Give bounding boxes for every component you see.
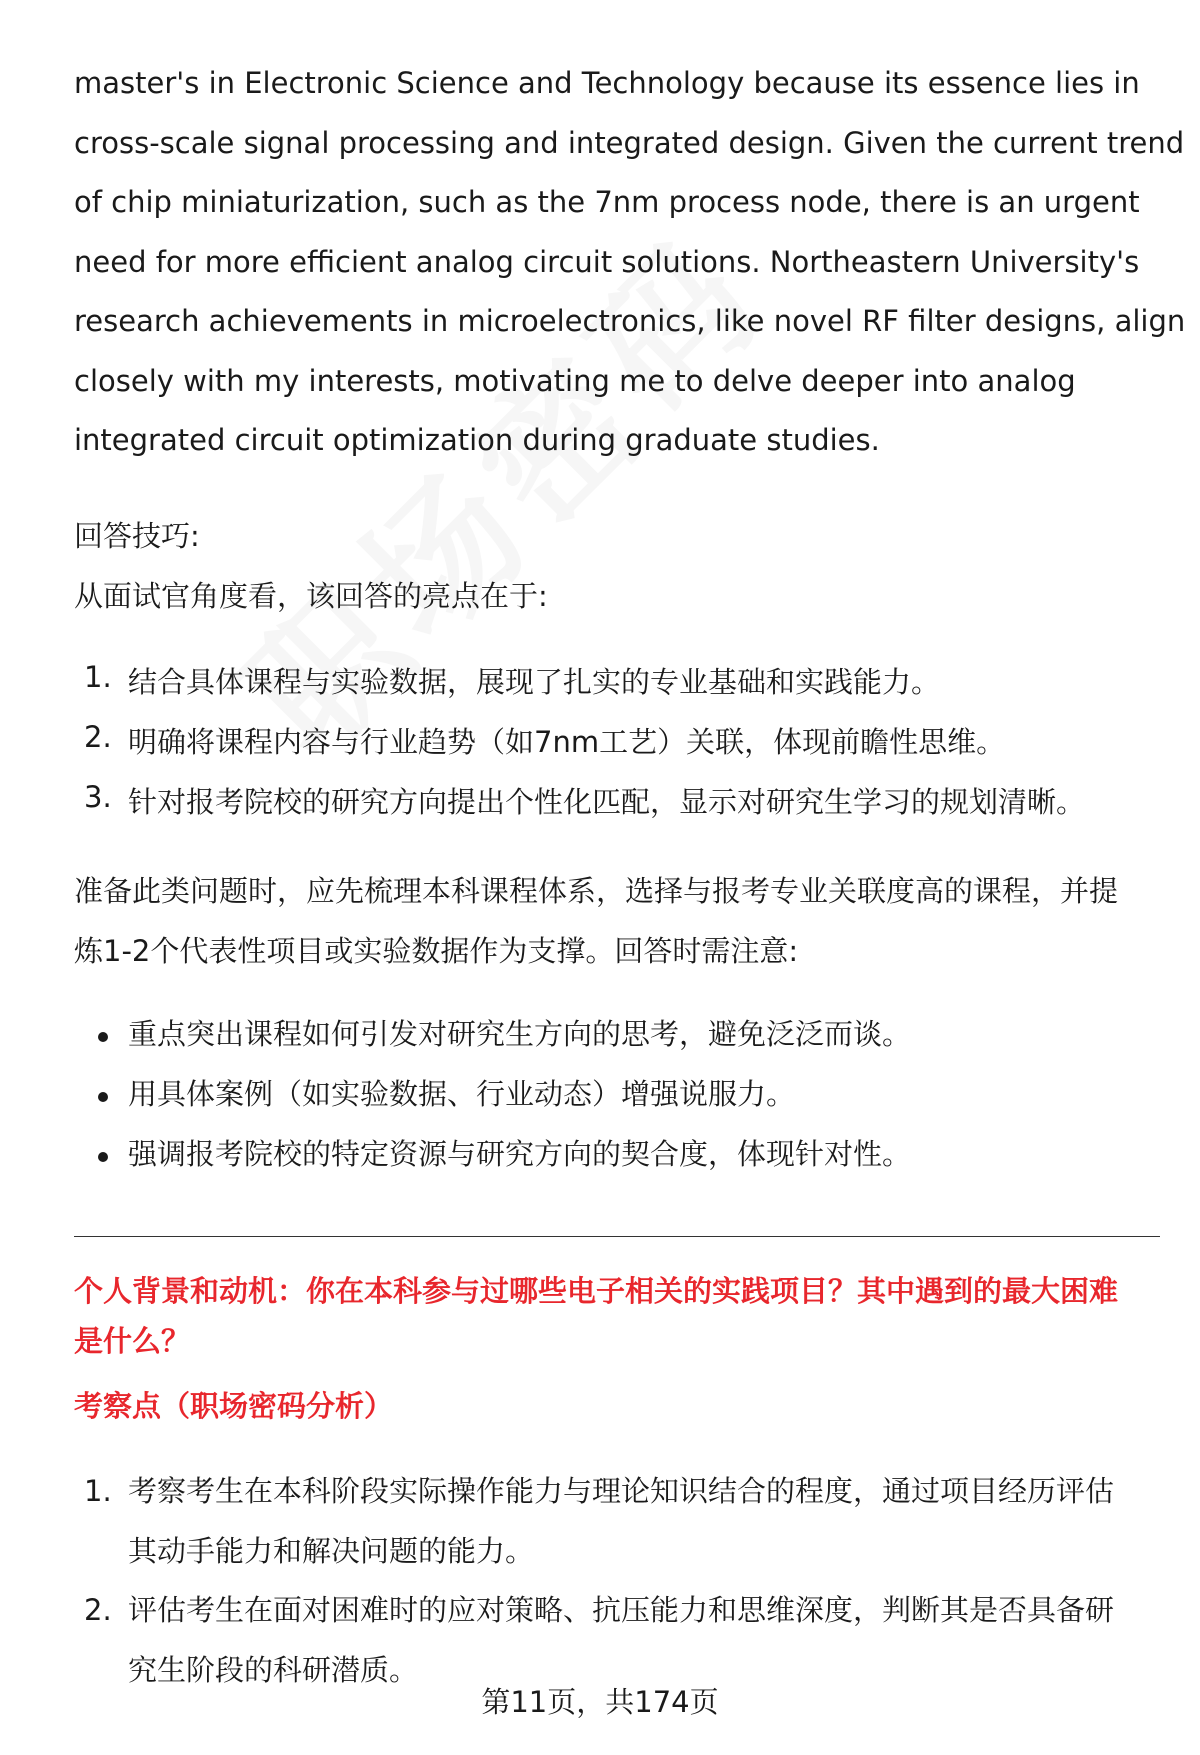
- page-footer: 第11页，共174页: [481, 1685, 719, 1719]
- text-line: 究生阶段的科研潜质。: [128, 1652, 419, 1687]
- text-line: of chip miniaturization, such as the 7nm process node, there is an urgent: [74, 185, 1140, 219]
- text-line: 是什么？: [74, 1324, 191, 1358]
- intro-paragraph: [74, 54, 1186, 471]
- list-number: 2.: [84, 720, 112, 754]
- question-heading: [74, 1266, 1160, 1366]
- list-item-text: 针对报考院校的研究方向提出个性化匹配，显示对研究生学习的规划清晰。: [128, 785, 1086, 819]
- text-line: 个人背景和动机：你在本科参与过哪些电子相关的实践项目？其中遇到的最大困难: [74, 1274, 1119, 1308]
- list-item: [74, 1012, 1160, 1072]
- text-line: research achievements in microelectronics, like novel RF filter designs, align: [74, 304, 1186, 338]
- text-line: integrated circuit optimization during graduate studies.: [74, 423, 880, 457]
- list-number: 3.: [84, 780, 112, 814]
- list-item: [74, 660, 1160, 720]
- text-line: closely with my interests, motivating me to delve deeper into analog: [74, 363, 1076, 398]
- section-title: 考察点（职场密码分析）: [74, 1389, 394, 1423]
- notes-list: [74, 1012, 1160, 1192]
- tips-subtitle: 从面试官角度看，该回答的亮点在于:: [74, 579, 548, 613]
- list-item: [74, 1132, 1160, 1192]
- text-line: need for more efficient analog circuit solutions. Northeastern University's: [74, 244, 1140, 279]
- text-line: master's in Electronic Science and Technology because its essence lies in: [74, 66, 1140, 100]
- prep-paragraph: [74, 862, 1160, 981]
- list-number: 2.: [84, 1593, 112, 1627]
- list-item-text: 用具体案例（如实验数据、行业动态）增强说服力。: [128, 1077, 796, 1111]
- bullet-icon: [98, 1032, 108, 1042]
- list-number: 1.: [84, 1474, 112, 1508]
- assessment-list: [74, 1462, 1160, 1700]
- text-line: 考察考生在本科阶段实际操作能力与理论知识结合的程度，通过项目经历评估: [128, 1474, 1115, 1508]
- tips-title: 回答技巧:: [74, 519, 200, 553]
- text-line: 准备此类问题时，应先梳理本科课程体系，选择与报考专业关联度高的课程，并提: [74, 874, 1119, 908]
- list-item: [74, 720, 1160, 780]
- bullet-icon: [98, 1152, 108, 1162]
- highlights-list: [74, 660, 1160, 840]
- list-item: [74, 1462, 1160, 1581]
- list-item: [74, 1072, 1160, 1132]
- list-item-text: 明确将课程内容与行业趋势（如7nm工艺）关联，体现前瞻性思维。: [128, 725, 1006, 759]
- text-line: 其动手能力和解决问题的能力。: [128, 1533, 535, 1568]
- list-item-text: 重点突出课程如何引发对研究生方向的思考，避免泛泛而谈。: [128, 1017, 912, 1051]
- text-line: 炼1-2个代表性项目或实验数据作为支撑。回答时需注意:: [74, 933, 799, 968]
- text-line: cross-scale signal processing and integrated design. Given the current trend: [74, 125, 1185, 160]
- text-line: 评估考生在面对困难时的应对策略、抗压能力和思维深度，判断其是否具备研: [128, 1593, 1115, 1627]
- list-number: 1.: [84, 660, 112, 694]
- list-item: [74, 780, 1160, 840]
- section-divider: [74, 1236, 1160, 1237]
- bullet-icon: [98, 1092, 108, 1102]
- list-item-text: 结合具体课程与实验数据，展现了扎实的专业基础和实践能力。: [128, 665, 941, 699]
- list-item-text: 强调报考院校的特定资源与研究方向的契合度，体现针对性。: [128, 1137, 912, 1171]
